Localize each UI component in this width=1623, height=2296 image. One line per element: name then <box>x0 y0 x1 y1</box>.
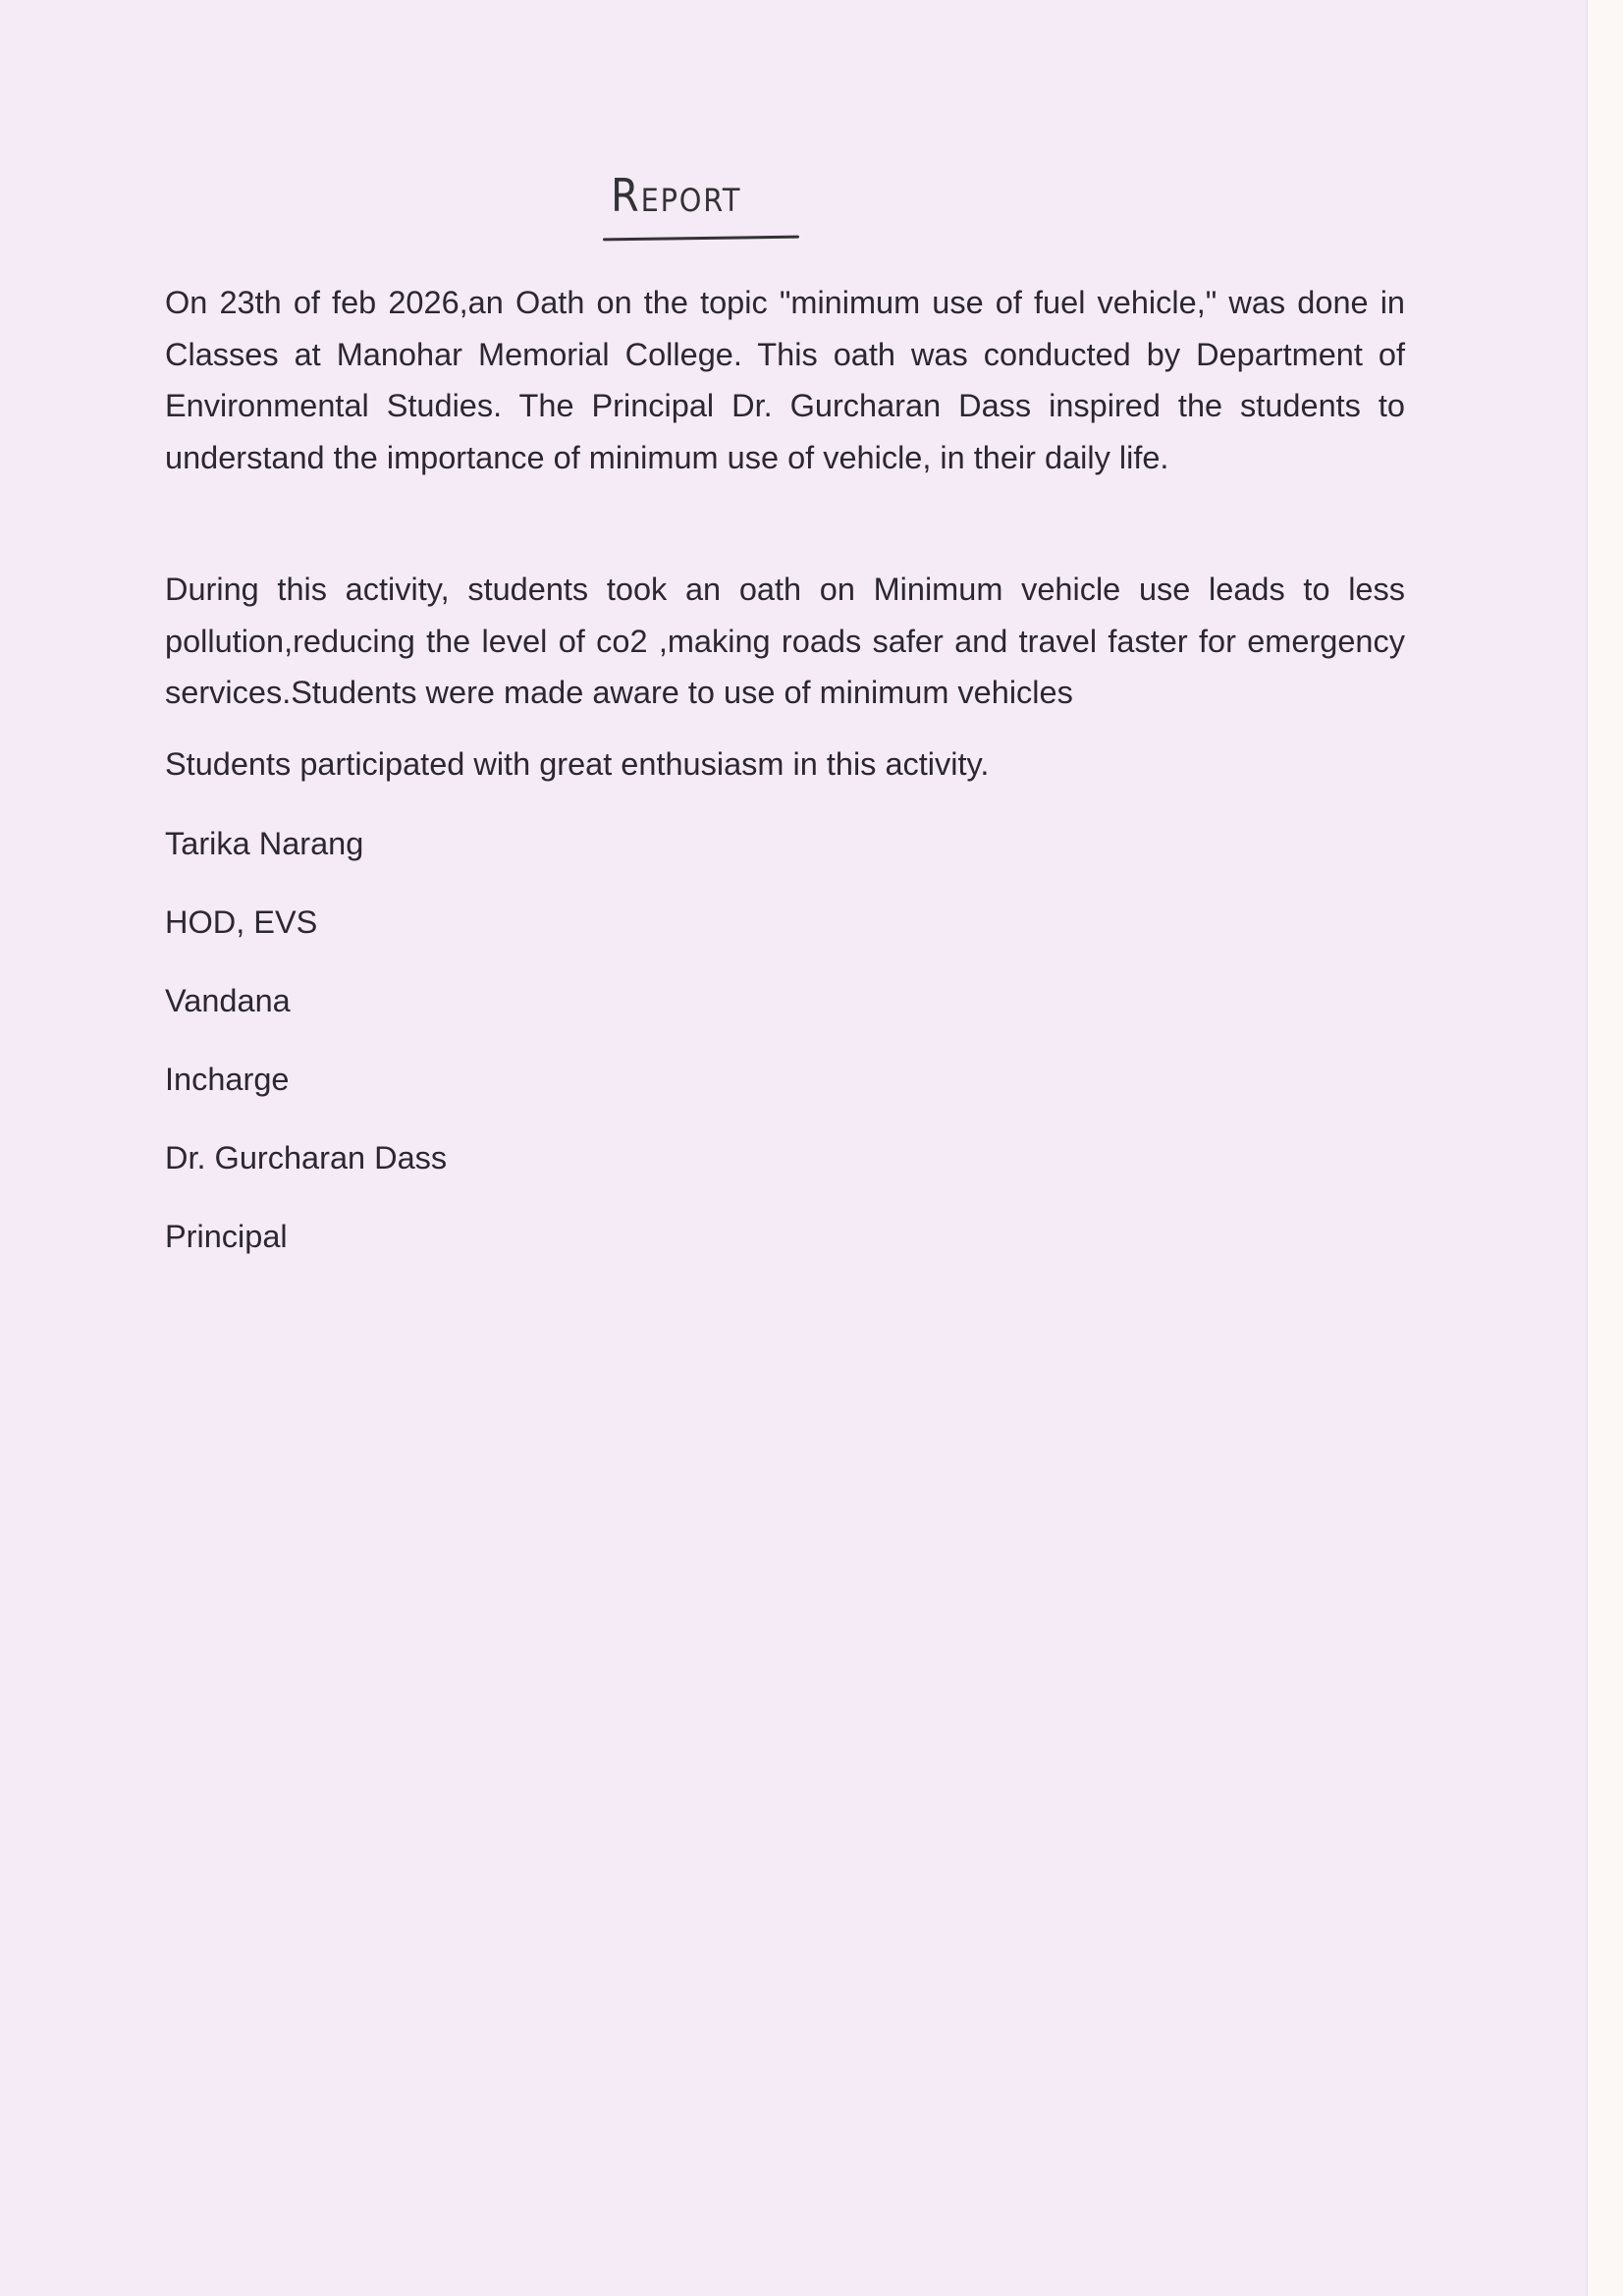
paragraph-participation: Students participated with great enthusiasm in this activity. <box>165 746 990 782</box>
signatory-name: Dr. Gurcharan Dass <box>165 1140 448 1175</box>
handwritten-title: Report <box>611 169 742 222</box>
signatory-name: Tarika Narang <box>165 826 364 861</box>
paragraph-activity: During this activity, students took an oath on Minimum vehicle use leads to less pollution,reducing the level of co2 ,making roads safer and travel faster for emergency services.Students were made aware to use of minimum vehicles <box>165 572 1405 710</box>
title-underline <box>603 236 799 242</box>
signatory-name: Vandana <box>165 983 291 1018</box>
paragraph-intro: On 23th of feb 2026,an Oath on the topic "minimum use of fuel vehicle," was done in Classes at Manohar Memorial College. This oath was conducted by Department of Environmental Studies. The Principal Dr. Gurcharan Dass inspired the students to understand the importance of minimum use of vehicle, in their daily life. <box>165 285 1405 475</box>
signatory-role: Incharge <box>165 1062 290 1097</box>
signatory-role: HOD, EVS <box>165 904 318 940</box>
signatory-role: Principal <box>165 1219 288 1254</box>
page-edge <box>1587 0 1623 2296</box>
